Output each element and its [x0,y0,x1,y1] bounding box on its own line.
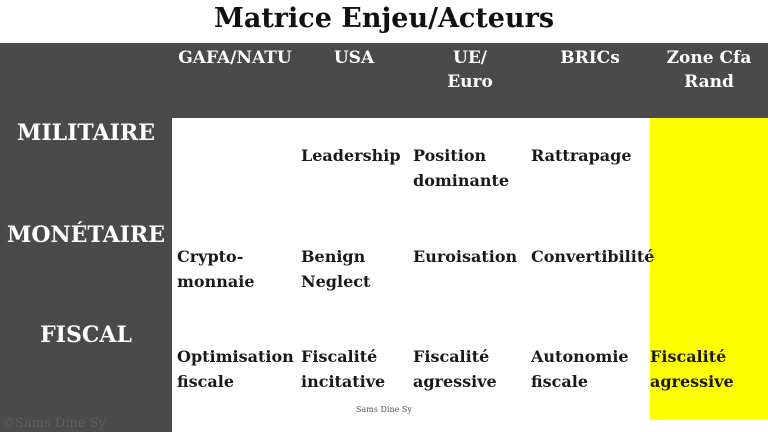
cell-monetaire-usa: Benign Neglect [301,247,371,291]
watermark: ©Sams Dine Sy [2,416,106,431]
cell-fiscal-zone-cfa: Fiscalité agressive [650,347,734,391]
cell-militaire-brics: Rattrapage [531,146,632,165]
page-title: Matrice Enjeu/Acteurs [213,3,555,34]
row-header-fiscal: FISCAL [40,322,132,348]
cell-monetaire-gafa: Crypto- monnaie [177,247,255,291]
column-header-brics: BRICs [560,48,620,68]
bottom-strip [172,420,768,432]
column-header-zone-cfa: Zone Cfa Rand [666,48,752,92]
cell-fiscal-usa: Fiscalité incitative [301,347,386,391]
cell-fiscal-brics: Autonomie fiscale [531,347,629,391]
cell-militaire-usa: Leadership [301,146,401,165]
footer-credit: Sams Dine Sy [356,405,412,414]
cell-fiscal-gafa: Optimisation fiscale [177,347,294,391]
cell-monetaire-brics: Convertibilité [531,247,655,266]
column-header-gafa: GAFA/NATU [178,48,292,68]
column-header-ue: UE/ Euro [447,48,493,92]
cell-militaire-ue: Position dominante [413,146,510,190]
column-header-usa: USA [333,48,375,68]
row-header-monetaire: MONÉTAIRE [7,222,165,248]
cell-monetaire-ue: Euroisation [413,247,518,266]
row-header-militaire: MILITAIRE [17,120,155,146]
cell-fiscal-ue: Fiscalité agressive [413,347,497,391]
